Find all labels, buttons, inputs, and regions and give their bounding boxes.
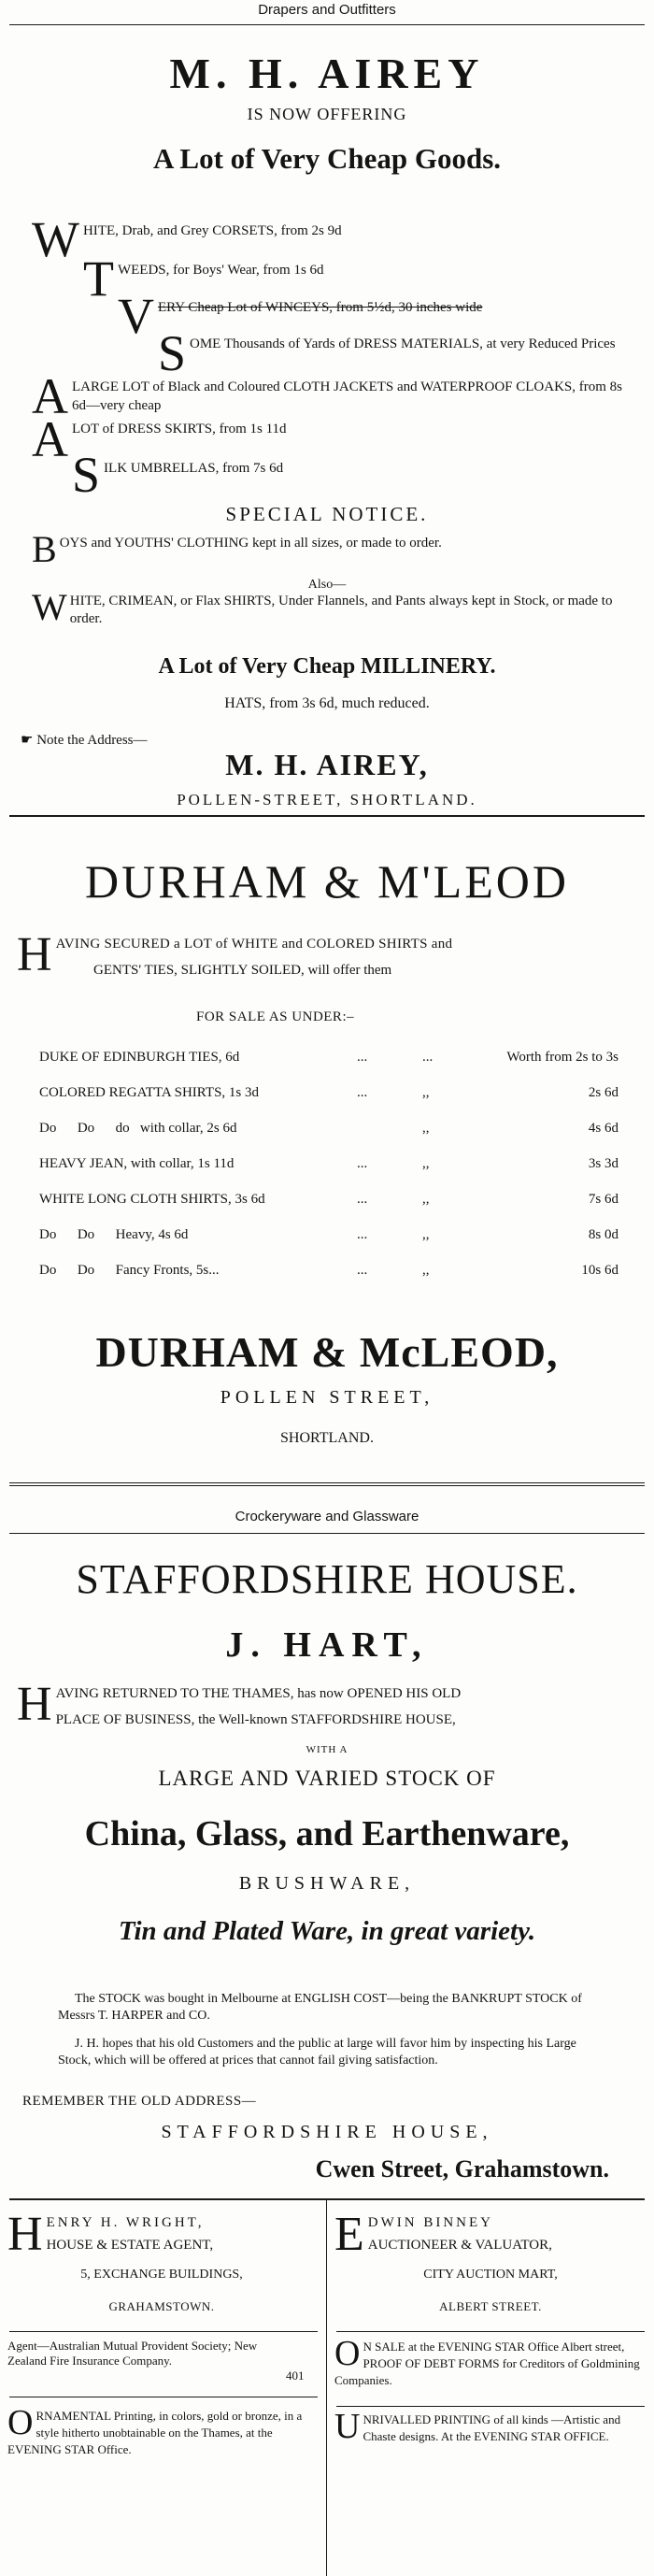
notice-text: HITE, CRIMEAN, or Flax SHIRTS, Under Flannels, and Pants always kept in Stock, or made to order. (69, 594, 613, 626)
item-text: ERY Cheap Lot of WINCEYS, from 5½d, 30 inches wide (157, 300, 483, 315)
drop-cap: H (7, 2208, 43, 2261)
brushware-line: BRUSHWARE, (238, 1873, 416, 1894)
binney-mart: CITY AUCTION MART, (423, 2268, 558, 2282)
airey-headline: A Lot of Very Cheap Goods. (152, 142, 502, 175)
price-desc: DUKE OF EDINBURGH TIES, 6d (39, 1049, 240, 1065)
divider (336, 2406, 645, 2407)
intro-line: GENTS' TIES, SLIGHTLY SOILED, will offer them (93, 963, 392, 978)
ditto-mark: ,, (422, 1120, 430, 1136)
drop-cap: H (17, 1678, 52, 1731)
divider (9, 24, 645, 25)
worth-value: 7s 6d (588, 1191, 618, 1207)
dots-leader: ... (357, 1226, 368, 1242)
price-table (39, 1039, 618, 1288)
wright-agent-number: 401 (286, 2368, 305, 2383)
list-item (32, 411, 630, 467)
wright-address: 5, EXCHANGE BUILDINGS, (80, 2268, 243, 2282)
durham-sig-name: DURHAM & McLEOD, (95, 1328, 559, 1376)
price-desc: Do Do Fancy Fronts, 5s... (39, 1262, 220, 1278)
on-sale-ad (334, 2334, 647, 2389)
category-heading-crockery: Crockeryware and Glassware (235, 1509, 419, 1524)
ditto-mark: ,, (422, 1084, 430, 1100)
drop-cap: T (82, 250, 114, 307)
table-row (39, 1075, 618, 1110)
worth-value: 3s 3d (588, 1155, 618, 1171)
ditto-mark: ... (422, 1049, 434, 1065)
notice-white (32, 586, 630, 628)
wright-name: ENRY H. WRIGHT, (46, 2215, 205, 2230)
drop-cap: U (334, 2407, 361, 2446)
drop-cap: W (32, 211, 79, 267)
binney-title: AUCTIONEER & VALUATOR, (367, 2238, 552, 2253)
divider (9, 2198, 645, 2200)
table-row (39, 1217, 618, 1252)
ditto-mark: ,, (422, 1155, 430, 1171)
item-text: LARGE LOT of Black and Coloured CLOTH JACKETS and WATERPROOF CLOAKS, from 8s 6d—very cheap (72, 379, 623, 413)
ornamental-text: RNAMENTAL Printing, in colors, gold or bronze, in a style hitherto unobtainable on the Thames, at the EVENING STAR Office. (7, 2409, 303, 2456)
durham-sig-street: POLLEN STREET, (220, 1387, 434, 1408)
category-heading-drapers: Drapers and Outfitters (258, 2, 396, 18)
drop-cap: W (32, 586, 67, 628)
divider (9, 815, 645, 817)
with-a: WITH A (306, 1744, 348, 1755)
pointing-hand-icon: ☛ (21, 731, 34, 748)
dots-leader (357, 1110, 422, 1146)
intro-line: PLACE OF BUSINESS, the Well-known STAFFORDSHIRE HOUSE, (55, 1712, 456, 1727)
durham-sig-town: SHORTLAND. (280, 1430, 374, 1446)
binney-name: DWIN BINNEY (367, 2215, 493, 2230)
notice-boys (32, 528, 630, 570)
drop-cap: B (32, 528, 57, 570)
price-desc: HEAVY JEAN, with collar, 1s 11d (39, 1155, 235, 1171)
unrivalled-text: NRIVALLED PRINTING of all kinds —Artistic and Chaste designs. At the EVENING STAR OFFICE. (363, 2412, 621, 2443)
hats-line: HATS, from 3s 6d, much reduced. (224, 695, 430, 711)
column-divider (326, 2200, 327, 2576)
item-text: OME Thousands of Yards of DRESS MATERIALS, at very Reduced Prices (190, 336, 616, 351)
airey-name: M. H. AIREY (169, 50, 485, 97)
durham-title: DURHAM & M'LEOD (85, 855, 569, 908)
table-row (39, 1146, 618, 1181)
wright-title: HOUSE & ESTATE AGENT, (46, 2238, 214, 2253)
staffordshire-title: STAFFORDSHIRE HOUSE. (76, 1556, 578, 1602)
hopes-paragraph: J. H. hopes that his old Customers and the public at large will favor him by inspecting his Large Stock, which will be offered at prices that cannot fail giving satisfaction. (58, 2037, 576, 2068)
tin-line: Tin and Plated Ware, in great variety. (118, 1916, 536, 1946)
price-desc: COLORED REGATTA SHIRTS, 1s 3d (39, 1084, 259, 1100)
worth-value: 4s 6d (588, 1120, 618, 1136)
stock-note: The STOCK was bought in Melbourne at ENGLISH COST—being the BANKRUPT STOCK of Messrs T. HARPER and CO. (58, 1992, 582, 2023)
ornamental-ad (7, 2403, 316, 2458)
price-desc: Do Do do with collar, 2s 6d (39, 1120, 237, 1136)
ditto-mark: ,, (422, 1226, 430, 1242)
worth-value: 2s 6d (588, 1084, 618, 1100)
list-item (32, 447, 630, 503)
millinery-heading: A Lot of Very Cheap MILLINERY. (158, 654, 496, 679)
divider (9, 1533, 645, 1534)
hart-name: J. HART, (225, 1625, 429, 1665)
drop-cap: O (334, 2334, 361, 2373)
intro-line: AVING SECURED a LOT of WHITE and COLORED SHIRTS and (55, 937, 453, 952)
worth-value: Worth from 2s to 3s (506, 1049, 618, 1065)
dots-leader: ... (357, 1262, 368, 1278)
table-row (39, 1252, 618, 1288)
list-item (32, 211, 630, 267)
notice-text: OYS and YOUTHS' CLOTHING kept in all sizes, or made to order. (59, 536, 442, 551)
worth-value: 8s 0d (588, 1226, 618, 1242)
list-item (32, 368, 630, 424)
airey-items-list (32, 211, 630, 503)
drop-cap: E (334, 2208, 364, 2261)
on-sale-text: N SALE at the EVENING STAR Office Albert street, PROOF OF DEBT FORMS for Creditors of Goldmining Companies. (334, 2340, 640, 2387)
airey-sig-name: M. H. AIREY, (225, 748, 429, 781)
notice-also: Also— (307, 578, 347, 592)
divider (9, 1482, 645, 1486)
special-notice-heading: SPECIAL NOTICE. (225, 503, 429, 525)
item-text: WEEDS, for Boys' Wear, from 1s 6d (117, 263, 324, 278)
dots-leader: ... (357, 1191, 368, 1207)
drop-cap: S (157, 325, 187, 381)
binney-ad (334, 2208, 647, 2261)
table-row (39, 1110, 618, 1146)
wright-town: GRAHAMSTOWN. (108, 2299, 215, 2313)
table-row (39, 1181, 618, 1217)
hart-intro (17, 1678, 643, 1733)
intro-line: AVING RETURNED TO THE THAMES, has now OPENED HIS OLD (55, 1686, 462, 1701)
street-sig: Cwen Street, Grahamstown. (315, 2155, 609, 2182)
airey-offering: IS NOW OFFERING (247, 105, 407, 123)
dots-leader: ... (357, 1155, 368, 1171)
drop-cap: V (117, 288, 154, 344)
divider (9, 2331, 318, 2332)
drop-cap: H (17, 928, 52, 981)
worth-value: 10s 6d (581, 1262, 618, 1278)
divider (336, 2331, 645, 2332)
drop-cap: S (72, 447, 101, 503)
wright-ad (7, 2208, 316, 2261)
staffordshire-sig: STAFFORDSHIRE HOUSE, (161, 2122, 493, 2142)
price-desc: WHITE LONG CLOTH SHIRTS, 3s 6d (39, 1191, 265, 1207)
note-address (21, 731, 148, 749)
item-text: HITE, Drab, and Grey CORSETS, from 2s 9d (82, 223, 342, 238)
china-line: China, Glass, and Earthenware, (84, 1814, 570, 1853)
binney-street: ALBERT STREET. (439, 2299, 542, 2313)
durham-intro (17, 928, 643, 983)
dots-leader: ... (357, 1049, 368, 1065)
drop-cap: O (7, 2403, 34, 2442)
item-text: ILK UMBRELLAS, from 7s 6d (104, 461, 284, 476)
wright-agent: Agent—Australian Mutual Provident Society; New Zealand Fire Insurance Company. (7, 2339, 258, 2368)
sale-heading: FOR SALE AS UNDER:– (196, 1009, 355, 1024)
unrivalled-ad (334, 2407, 647, 2446)
price-desc: Do Do Heavy, 4s 6d (39, 1226, 189, 1242)
remember-line: REMEMBER THE OLD ADDRESS— (22, 2094, 257, 2109)
ditto-mark: ,, (422, 1262, 430, 1278)
ditto-mark: ,, (422, 1191, 430, 1207)
item-text: LOT of DRESS SKIRTS, from 1s 11d (72, 422, 287, 436)
airey-sig-address: POLLEN-STREET, SHORTLAND. (177, 791, 477, 809)
dots-leader: ... (357, 1084, 368, 1100)
note-text: Note the Address— (36, 733, 148, 748)
drop-cap: A (32, 368, 68, 424)
table-row (39, 1039, 618, 1075)
drop-cap: A (32, 411, 68, 467)
large-stock-line: LARGE AND VARIED STOCK OF (158, 1767, 496, 1790)
